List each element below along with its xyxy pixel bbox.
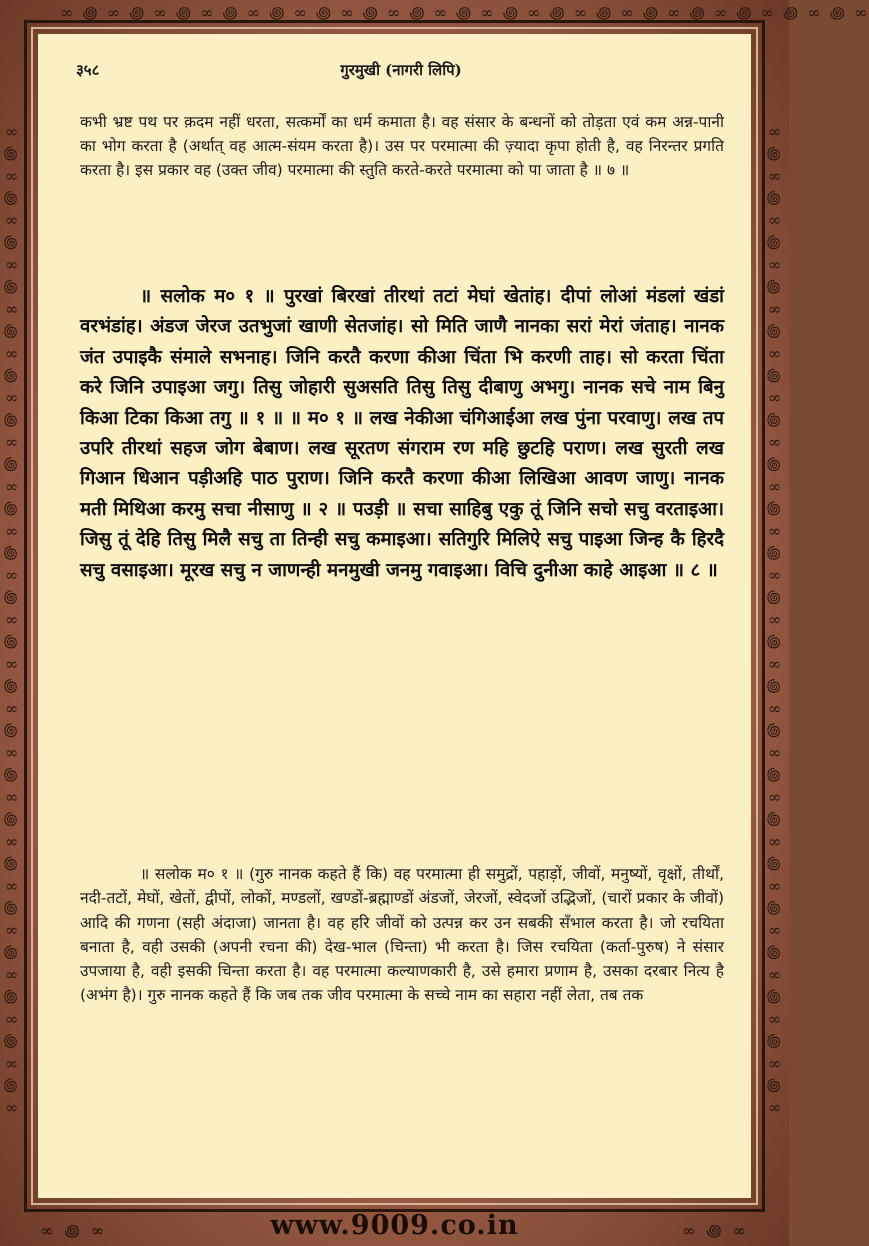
gurbani-paragraph: ॥ सलोक म० १ ॥ पुरखां बिरखां तीरथां तटां मेघां खेतांह। दीपां लोआं मंडलां खंडां वरभंडांह। अंडज जेरज उतभुजां खाणी सेतजांह। सो मिति जाणै नानका सरां मेरां जंताह। नानक जंत उपाइकै संमाले सभनाह। जिनि करतै करणा कीआ चिंता भि करणी ताह। सो करता चिंता करे जिनि उपाइआ जगु। तिसु जोहारी सुअसति तिसु तिसु दीबाणु अभगु। नानक सचे नाम बिनु किआ टिका किआ तगु ॥ १ ॥ ॥ म० १ ॥ लख नेकीआ चंगिआईआ लख पुंना परवाणु। लख तप उपरि तीरथां सहज जोग बेबाण। लख सूरतण संगराम रण महि छुटहि पराण। लख सुरती लख गिआन धिआन पड़ीअहि पाठ पुराण। जिनि करतै करणा कीआ लिखिआ आवण जाणु। नानक मती मिथिआ करमु सचा नीसाणु ॥ २ ॥ पउड़ी ॥ सचा साहिबु एकु तूं जिनि सचो सचु वरताइआ। जिसु तूं देहि तिसु मिलै सचु ता तिन्ही सचु कमाइआ। सतिगुरि मिलिऐ सचु पाइआ जिन्ह कै हिरदै सचु वसाइआ। मूरख सचु न जाणन्ही मनमुखी जनमु गवाइआ। विचि दुनीआ काहे आइआ ॥ ८ ॥ [80,286,724,581]
page-header [76,60,726,82]
hindi-paragraph-2: ॥ सलोक म० १ ॥ (गुरु नानक कहते हैं कि) वह परमात्मा ही समुद्रों, पहाड़ों, जीवों, मनुष्यों, वृक्षों, तीर्थों, नदी-तटों, मेघों, खेतों, द्वीपों, लोकों, मण्डलों, खण्डों-ब्रह्माण्डों अंडजों, जेरजों, स्वेदजों उद्भिजों, (चारों प्रकार के जीवों) आदि की गणना (सही अंदाजा) जानता है। वह हरि जीवों को उत्पन्न कर उन सबकी सँभाल करता है। जो रचयिता बनाता है, वही उसकी (अपनी रचना की) देख-भाल (चिन्ता) भी करता है। जिस रचयिता (कर्ता-पुरुष) ने संसार उपजाया है, वही इसकी चिन्ता करता है। वह परमात्मा कल्याणकारी है, उसे हमारा प्रणाम है, उसका दरबार नित्य है (अभंग है)। गुरु नानक कहते हैं कि जब तक जीव परमात्मा के सच्चे नाम का सहारा नहीं लेता, तब तक [80,865,724,1005]
ornament-footer-left-icon: ∞ ꩜ ∞ [40,1221,108,1240]
running-title: गुरमुखी (नागरी लिपि) [340,61,462,79]
footer [0,1210,789,1244]
page-number: ३५८ [76,61,100,79]
page-panel [38,34,751,1198]
hindi-paragraph-1: कभी भ्रष्ट पथ पर क़दम नहीं धरता, सत्कर्मों का धर्म कमाता है। वह संसार के बन्धनों को तोड़ता एवं कम अन्न-पानी का भोग करता है (अर्थात् वह आत्म-संयम करता है)। उस पर परमात्मा की ज़्यादा कृपा होती है, वह निरन्तर प्रगति करता है। इस प्रकार वह (उक्त जीव) परमात्मा की स्तुति करते-करते परमात्मा को पा जाता है ॥ ७ ॥ [80,113,724,179]
ornament-left-icon: ∞ ꩜ ∞ ꩜ ∞ ꩜ ∞ ꩜ ∞ ꩜ ∞ ꩜ ∞ ꩜ ∞ ꩜ ∞ ꩜ ∞ ꩜ ∞ ꩜ ∞ ꩜ ∞ ꩜ ∞ ꩜ ∞ ꩜ ∞ ꩜ ∞ ꩜ ∞ ꩜ ∞ ꩜ ∞ ꩜ ∞ ꩜ ∞ ꩜ ∞ [2,122,21,1118]
ornament-top-icon: ∞ ꩜ ∞ ꩜ ∞ ꩜ ∞ ꩜ ∞ ꩜ ∞ ꩜ ∞ ꩜ ∞ ꩜ ∞ ꩜ ∞ ꩜ ∞ ꩜ ∞ ꩜ ∞ ꩜ ∞ ꩜ ∞ ꩜ ∞ ꩜ ∞ ꩜ ∞ [60,3,869,22]
ornament-right-icon: ∞ ꩜ ∞ ꩜ ∞ ꩜ ∞ ꩜ ∞ ꩜ ∞ ꩜ ∞ ꩜ ∞ ꩜ ∞ ꩜ ∞ ꩜ ∞ ꩜ ∞ ꩜ ∞ ꩜ ∞ ꩜ ∞ ꩜ ∞ ꩜ ∞ ꩜ ∞ ꩜ ∞ ꩜ ∞ ꩜ ∞ ꩜ ∞ ꩜ ∞ [765,122,784,1118]
site-url-link[interactable]: www.9009.co.in [270,1210,519,1241]
ornament-footer-right-icon: ∞ ꩜ ∞ [681,1221,749,1240]
